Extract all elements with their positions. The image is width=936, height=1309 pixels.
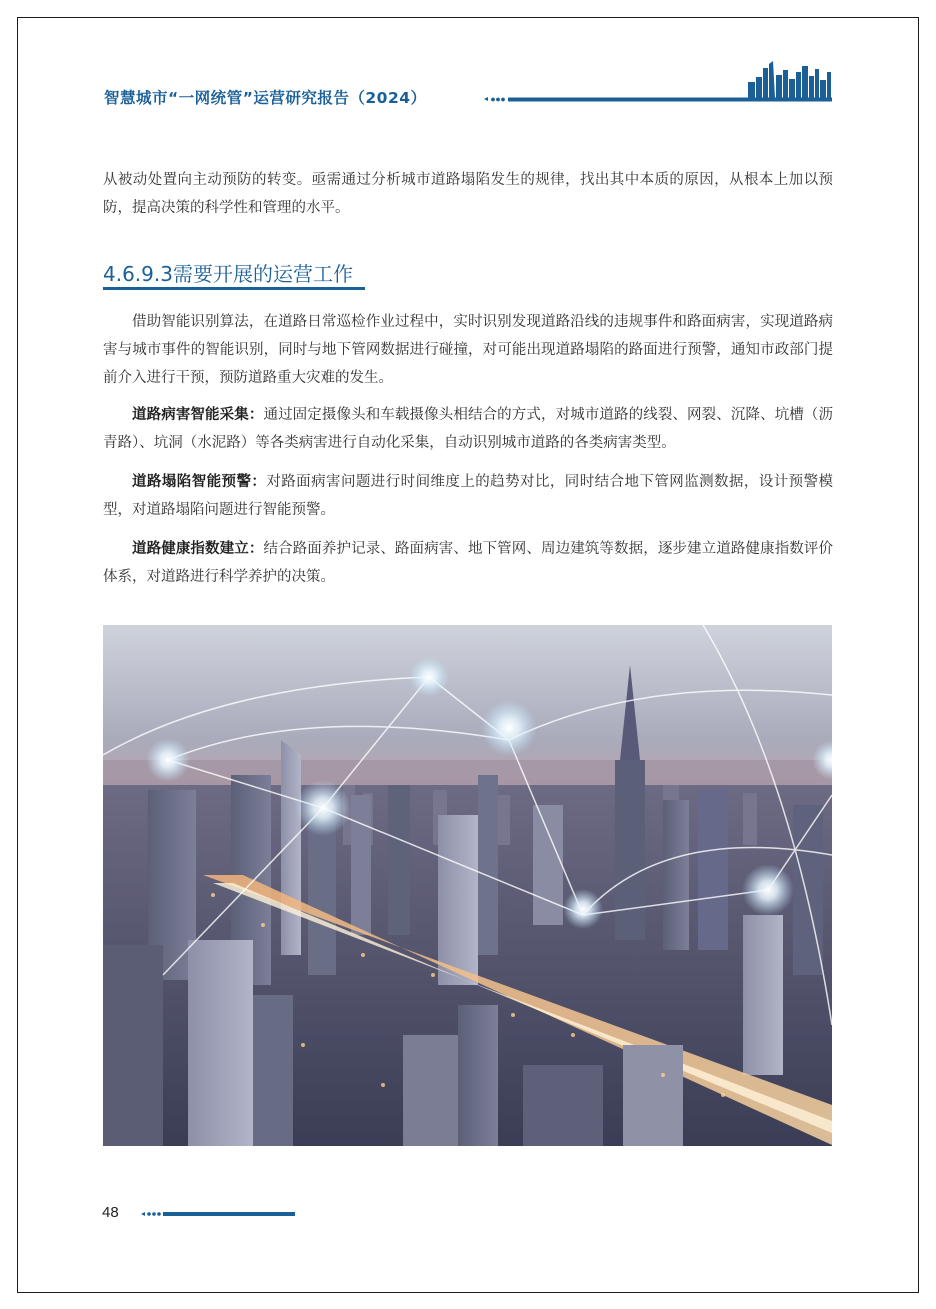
section-heading: 4.6.9.3需要开展的运营工作: [103, 262, 353, 286]
item-text: 通过固定摄像头和车载摄像头相结合的方式，对城市道路的线裂、网裂、沉降、坑槽（沥青路）、坑洞（水泥路）等各类病害进行自动化采集，自动识别城市道路的各类病害类型。: [103, 407, 834, 451]
item-text: 对路面病害问题进行时间维度上的趋势对比，同时结合地下管网监测数据，设计预警模型，对道路塌陷问题进行智能预警。: [103, 474, 834, 518]
page-number: 48: [102, 1204, 119, 1221]
intro-paragraph: 从被动处置向主动预防的转变。亟需通过分析城市道路塌陷发生的规律，找出其中本质的原因，从根本上加以预防，提高决策的科学性和管理的水平。: [103, 172, 833, 216]
report-title: 智慧城市“一网统管”运营研究报告（2024）: [104, 89, 427, 107]
item-label: 道路病害智能采集：: [132, 407, 264, 423]
item-road-disease-collection: [103, 401, 833, 457]
footer-decoration: [140, 1209, 300, 1219]
item-label: 道路塌陷智能预警：: [132, 474, 267, 490]
item-text: 结合路面养护记录、路面病害、地下管网、周边建筑等数据，逐步建立道路健康指数评价体系，对道路进行科学养护的决策。: [103, 541, 834, 585]
heading-underline: [103, 287, 365, 290]
smart-city-network-image: [103, 625, 832, 1146]
item-health-index: [103, 535, 833, 591]
paragraph-intro: 借助智能识别算法，在道路日常巡检作业过程中，实时识别发现道路沿线的违规事件和路面病害，实现道路病害与城市事件的智能识别，同时与地下管网数据进行碰撞，对可能出现道路塌陷的路面进行预警，通知市政部门提前介入进行干预，预防道路重大灾难的发生。: [103, 314, 833, 386]
item-label: 道路健康指数建立：: [132, 541, 264, 557]
item-collapse-warning: [103, 468, 833, 524]
city-skyline-icon: [482, 60, 834, 104]
